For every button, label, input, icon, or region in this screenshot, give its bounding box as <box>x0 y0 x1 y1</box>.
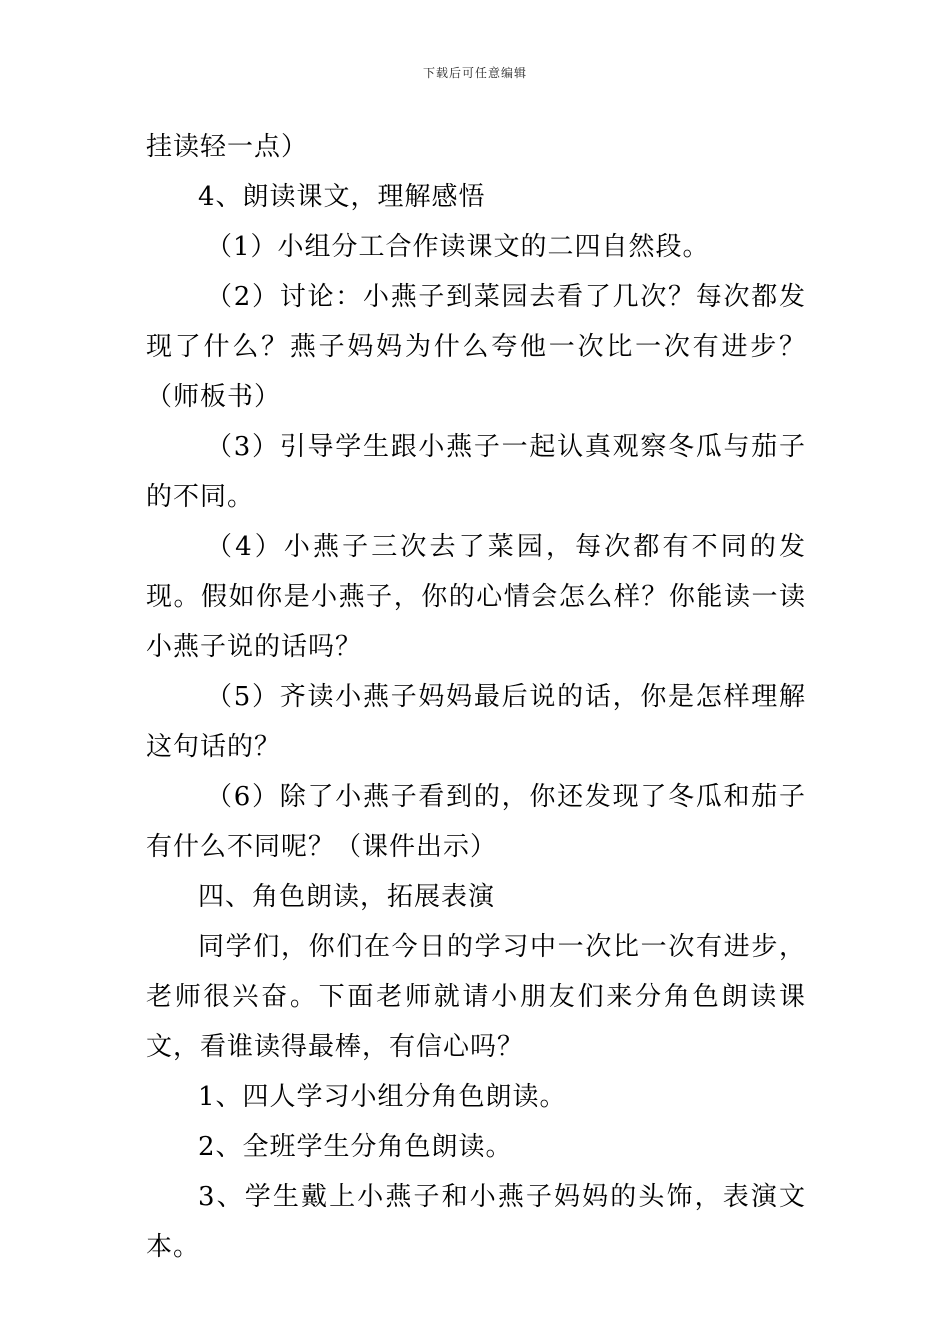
paragraph: （4）小燕子三次去了菜园，每次都有不同的发现。假如你是小燕子，你的心情会怎么样？你能读一读小燕子说的话吗？ <box>146 532 806 662</box>
paragraph: 挂读轻一点） <box>146 132 309 162</box>
list-item: 3、学生戴上小燕子和小燕子妈妈的头饰，表演文本。 <box>146 1182 806 1262</box>
page-header: 下载后可任意编辑 <box>422 66 527 80</box>
paragraph: （3）引导学生跟小燕子一起认真观察冬瓜与茄子的不同。 <box>146 432 806 512</box>
list-item: 1、四人学习小组分角色朗读。 <box>198 1082 567 1112</box>
paragraph: 同学们，你们在今日的学习中一次比一次有进步，老师很兴奋。下面老师就请小朋友们来分角色朗读课文，看谁读得最棒，有信心吗？ <box>146 932 806 1062</box>
list-item: 2、全班学生分角色朗读。 <box>198 1132 513 1162</box>
section-heading: 4、朗读课文，理解感悟 <box>198 182 486 212</box>
paragraph: （2）讨论：小燕子到菜园去看了几次？每次都发现了什么？燕子妈妈为什么夸他一次比一次有进步？（师板书） <box>146 282 806 412</box>
paragraph: （6）除了小燕子看到的，你还发现了冬瓜和茄子有什么不同呢？（课件出示） <box>146 782 806 862</box>
paragraph: （5）齐读小燕子妈妈最后说的话，你是怎样理解这句话的？ <box>146 682 806 762</box>
section-heading: 四、角色朗读，拓展表演 <box>198 882 496 912</box>
paragraph: （1）小组分工合作读课文的二四自然段。 <box>206 232 710 262</box>
document-body <box>146 122 806 1272</box>
